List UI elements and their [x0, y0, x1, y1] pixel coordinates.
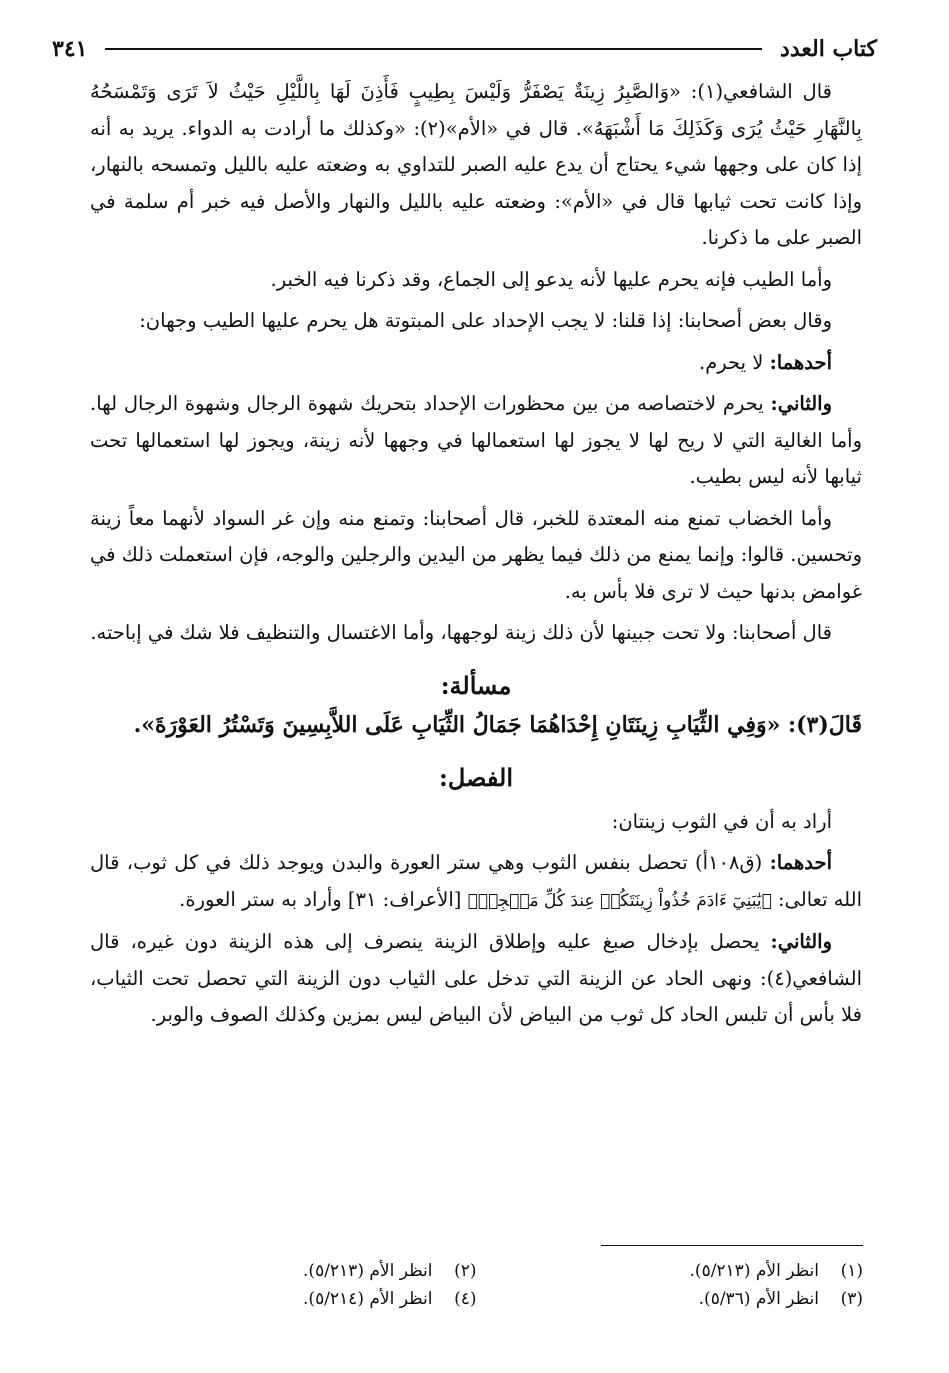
opinion-second: [90, 386, 862, 496]
footnote: [477, 1286, 864, 1312]
footnote: [90, 1258, 477, 1284]
main-text: [90, 74, 862, 1039]
paragraph-mabtuta: وقال بعض أصحابنا: إذا قلنا: لا يجب الإحداد على المبتوتة هل يحرم عليها الطيب وجهان:: [139, 309, 832, 332]
quran-verse: ﴿يَٰبَنِيٓ ءَادَمَ خُذُواْ زِينَتَكُمۡ عِندَ كُلِّ مَسۡجِدٖ﴾: [467, 890, 772, 911]
opinion-first-lead: أحدهما:: [769, 350, 832, 374]
paragraph-tib: وأما الطيب فإنه يحرم عليها لأنه يدعو إلى الجماع، وقد ذكرنا فيه الخبر.: [270, 267, 832, 291]
footnote-text: انظر الأم (٥/٢١٤).: [303, 1289, 433, 1309]
footnotes: [90, 1258, 863, 1312]
footnote-text: انظر الأم (٥/٣٦).: [698, 1289, 819, 1309]
zeena-second: [90, 924, 862, 1034]
zeena-second-text: يحصل بإدخال صبغ عليه وإطلاق الزينة ينصرف إلى هذه الزينة دون غيره، قال الشافعي(٤): ونهى الحاد عن الزينة التي تدخل على الثياب دون الزينة التي تحصل تحت الثياب، فلا بأس أن تلبس الحاد كل ثوب من البياض لأن البياض ليس بمزين وكذلك الصوف والوبر.: [90, 930, 862, 1026]
footnote-number: (٣): [840, 1289, 863, 1309]
footnote-number: (١): [840, 1261, 863, 1281]
footnote: [90, 1286, 477, 1312]
opinion-second-text: يحرم لاختصاصه من بين محظورات الإحداد بتحريك شهوة الرجال وشهوة الرجال لها. وأما الغالية التي لا ريح لها لا يجوز لها استعمالها في وجهها لأنه زينة، ويجوز لها استعمالها تحت ثيابها لأنه ليس بطيب.: [90, 392, 862, 488]
zeena-first: [90, 845, 862, 919]
footnote-number: (٢): [454, 1261, 477, 1281]
matn-quote: قَالَ(٣): «وَفِي الثِّيَابِ زِينَتَانِ إِحْدَاهُمَا جَمَالُ الثِّيَابِ عَلَى اللاَّبِسِينَ وَتَسْتُرُ العَوْرَةَ».: [133, 711, 862, 738]
zeena-first-lead: أحدهما:: [769, 851, 832, 874]
opinion-first: [90, 345, 862, 382]
zeena-first-text: (ق١٠٨أ) تحصل بنفس الثوب وهي ستر العورة والبدن ويوجد ذلك في كل ثوب، قال الله تعالى:: [90, 851, 862, 911]
paragraph-jabin: قال أصحابنا: ولا تحت جبينها لأن ذلك زينة لوجهها، وأما الاغتسال والتنظيف فلا شك في إباحته.: [90, 621, 832, 644]
footnote-divider: [601, 1245, 863, 1246]
opinion-second-lead: والثاني:: [770, 392, 832, 415]
paragraph-intro: أراد به أن في الثوب زينتان:: [611, 809, 832, 833]
running-header: [52, 32, 877, 66]
page-number: ٣٤١: [52, 36, 88, 62]
footnote: [477, 1258, 864, 1284]
footnote-text: انظر الأم (٥/٢١٣).: [689, 1261, 819, 1281]
opinion-first-text: لا يحرم.: [699, 350, 770, 374]
footnote-number: (٤): [454, 1289, 477, 1309]
fasl-heading: الفصل:: [439, 762, 513, 792]
masala-heading: مسألة:: [440, 670, 512, 700]
running-title: كتاب العدد: [780, 36, 877, 62]
zeena-first-reference: [الأعراف: ٣١] وأراد به ستر العورة.: [179, 887, 468, 911]
header-rule: [105, 48, 762, 50]
zeena-second-lead: والثاني:: [770, 930, 832, 953]
paragraph-khidab: وأما الخضاب تمنع منه المعتدة للخبر، قال أصحابنا: وتمنع منه وإن غر السواد لأنهما معاً زينة وتحسين. قالوا: وإنما يمنع من ذلك فيما يظهر من اليدين والرجلين والوجه، فإن استعملت ذلك في غوامض بدنها حيث لا ترى فلا بأس به.: [90, 506, 862, 603]
footnote-text: انظر الأم (٥/٢١٣).: [303, 1261, 433, 1281]
paragraph-sabr: قال الشافعي(١): «وَالصَّبِرُ زِينَةٌ يَصْفَرُّ وَلَيْسَ بِطِيبٍ فَأَذِنَ لَهَا بِاللَّيْلِ حَيْثُ لاَ تَرَى وَتَمْسَحُهُ بِالنَّهَارِ حَيْثُ يُرَى وَكَذَلِكَ مَا أَشْبَهَهُ». قال في «الأم»(٢): «وكذلك ما أرادت به الدواء. يريد به أنه إذا كان على وجهها شيء يحتاج أن يدع عليه الصبر للتداوي به وضعته عليه بالليل وتمسحه بالنهار، وإذا كانت تحت ثيابها قال في «الأم»: وضعته عليه بالليل والنهار والأصل فيه خبر أم سلمة في الصبر على ما ذكرنا.: [90, 80, 862, 249]
